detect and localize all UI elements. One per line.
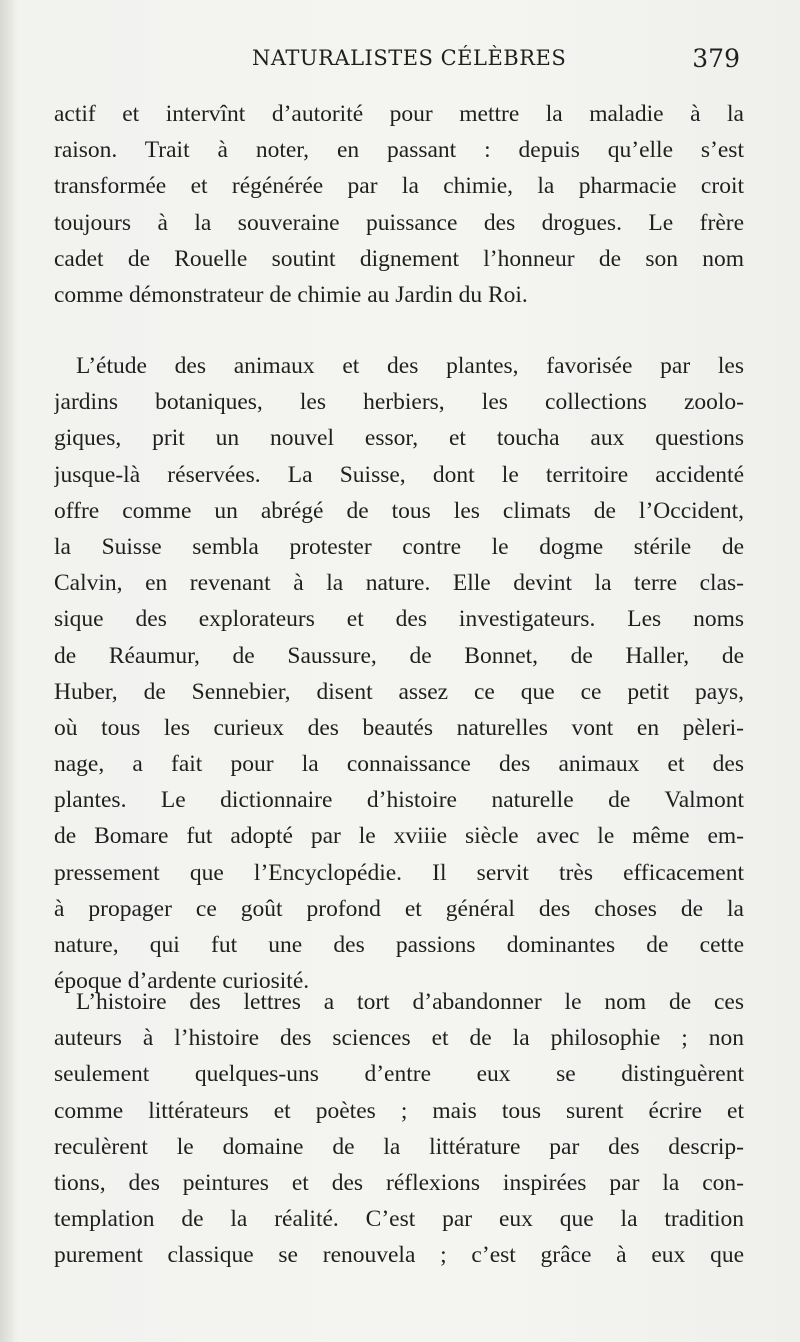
paragraph-1	[54, 96, 744, 313]
text-line: sique des explorateurs et des investigateurs. Les noms	[54, 606, 744, 633]
page-header	[52, 46, 744, 78]
text-line: plantes. Le dictionnaire d’histoire naturelle de Valmont	[54, 787, 744, 814]
text-line: purement classique se renouvela ; c’est grâce à eux que	[54, 1242, 744, 1269]
text-line: la Suisse sembla protester contre le dogme stérile de	[54, 533, 744, 560]
text-line: raison. Trait à noter, en passant : depuis qu’elle s’est	[54, 137, 744, 164]
text-line: Huber, de Sennebier, disent assez ce que ce petit pays,	[54, 678, 744, 705]
text-line: giques, prit un nouvel essor, et toucha aux questions	[54, 425, 744, 452]
page-gutter-shadow	[0, 0, 14, 1342]
text-line: transformée et régénérée par la chimie, la pharmacie croit	[54, 173, 744, 200]
text-line: époque d’ardente curiosité.	[54, 968, 310, 995]
text-line: L’histoire des lettres a tort d’abandonner le nom de ces	[76, 989, 744, 1015]
text-line: de Réaumur, de Saussure, de Bonnet, de Haller, de	[54, 642, 744, 669]
text-line: reculèrent le domaine de la littérature par des descrip-	[54, 1133, 744, 1160]
text-line: tions, des peintures et des réflexions inspirées par la con-	[54, 1169, 744, 1196]
text-line: actif et intervînt d’autorité pour mettre la maladie à la	[54, 101, 744, 127]
text-line: nage, a fait pour la connaissance des animaux et des	[54, 751, 744, 778]
text-line: templation de la réalité. C’est par eux que la tradition	[54, 1206, 744, 1233]
text-line: à propager ce goût profond et général des choses de la	[54, 895, 744, 922]
text-line: jusque-là réservées. La Suisse, dont le territoire accidenté	[54, 461, 744, 488]
text-line: de Bomare fut adopté par le xviiie siècle avec le même em-	[54, 823, 744, 850]
text-line: comme littérateurs et poètes ; mais tous surent écrire et	[54, 1097, 744, 1124]
text-line: auteurs à l’histoire des sciences et de la philosophie ; non	[54, 1025, 744, 1052]
text-line: pressement que l’Encyclopédie. Il servit très efficacement	[54, 859, 744, 886]
text-line: Calvin, en revenant à la nature. Elle devint la terre clas-	[54, 570, 744, 597]
text-line: nature, qui fut une des passions dominantes de cette	[54, 932, 744, 958]
text-line: où tous les curieux des beautés naturelles vont en pèleri-	[54, 714, 744, 741]
text-line: comme démonstrateur de chimie au Jardin du Roi.	[54, 281, 528, 308]
paragraph-3	[54, 984, 744, 1274]
text-line: offre comme un abrégé de tous les climats de l’Occident,	[54, 497, 744, 524]
paragraph-2	[54, 348, 744, 999]
running-title: NATURALISTES CÉLÈBRES	[252, 46, 567, 70]
text-line: L’étude des animaux et des plantes, favorisée par les	[76, 353, 744, 379]
text-line: toujours à la souveraine puissance des drogues. Le frère	[54, 209, 744, 236]
text-line: jardins botaniques, les herbiers, les collections zoolo-	[54, 389, 744, 416]
text-line: cadet de Rouelle soutint dignement l’honneur de son nom	[54, 245, 744, 272]
text-line: seulement quelques-uns d’entre eux se distinguèrent	[54, 1061, 744, 1088]
page-number: 379	[692, 44, 740, 73]
